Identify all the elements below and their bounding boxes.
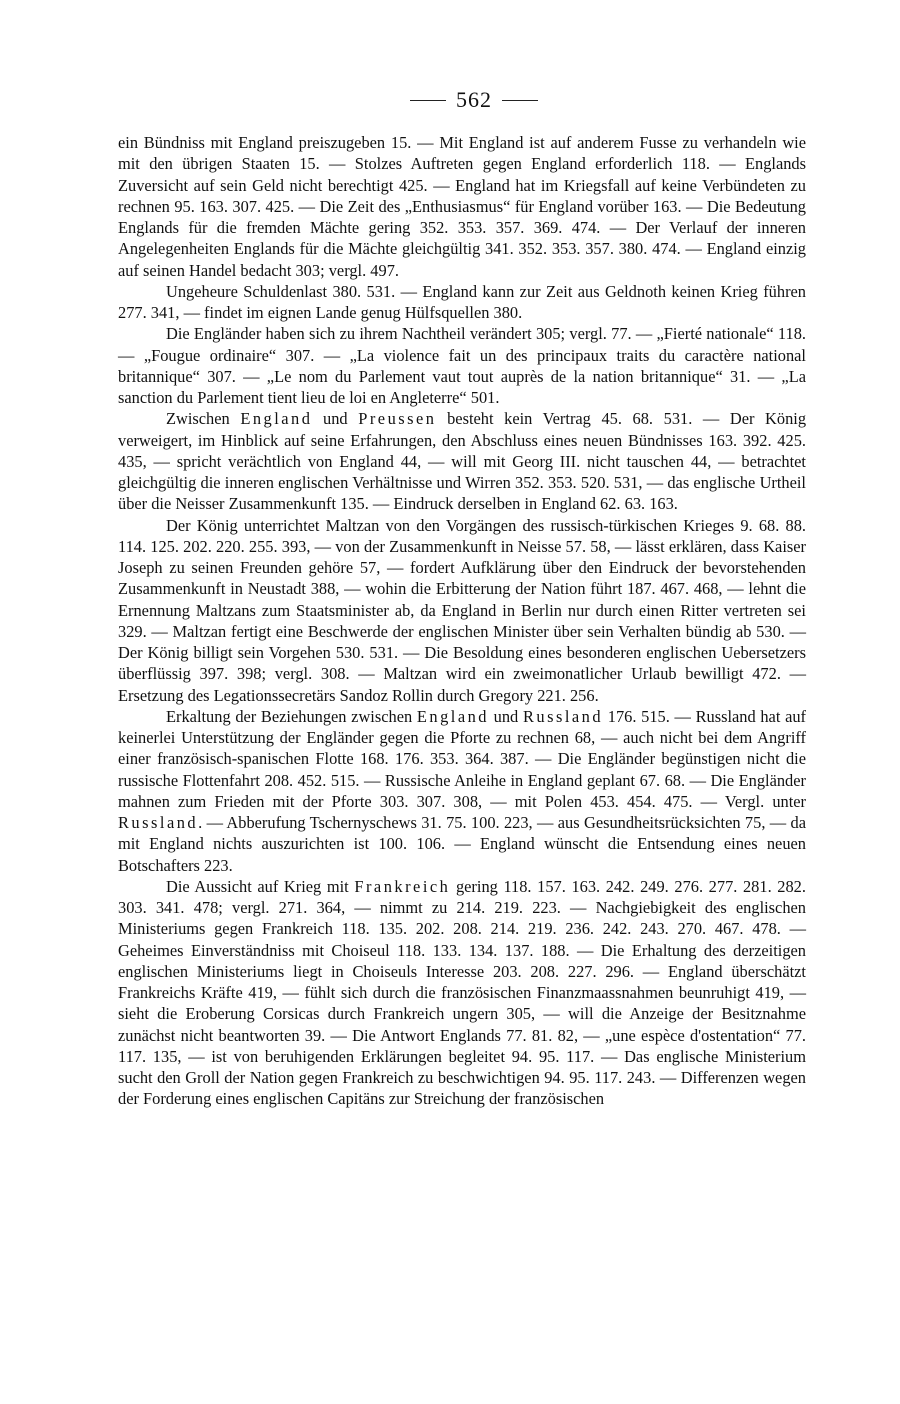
text-run: Die Engländer haben sich zu ihrem Nachtheil verändert 305; vergl. 77. — „Fierté nationale“ 118. — „Fougue ordinaire“ 307. — „La violence fait un des principaux traits du caractère national britannique“ 307. — „Le nom du Parlement vaut tout auprès de la nation britannique“ 31. — „La sanction du Parlement tient lieu de loi en Angleterre“ 501. xyxy=(118,324,806,407)
text-run: Ungeheure Schuldenlast 380. 531. — England kann zur Zeit aus Geldnoth keinen Krieg führen 277. 341, — findet im eignen Lande genug Hülfsquellen 380. xyxy=(118,281,806,322)
index-paragraph xyxy=(118,876,806,1110)
index-paragraph xyxy=(118,132,806,281)
spaced-keyword: England xyxy=(240,409,313,429)
header-rule-right xyxy=(502,100,538,101)
index-paragraph xyxy=(118,515,806,706)
index-text xyxy=(118,132,806,1110)
spaced-keyword: Russland xyxy=(522,706,604,726)
spaced-keyword: England xyxy=(416,706,489,726)
text-run: . — Abberufung Tschernyschews 31. 75. 100. 223, — aus Gesundheitsrücksichten 75, — da mit England nichts auszurichten ist 100. 106. — England wünscht die Entsendung eines neuen Botschafters 223. xyxy=(118,813,806,875)
page-header xyxy=(142,82,806,118)
page xyxy=(118,82,806,1110)
text-run: gering 118. 157. 163. 242. 249. 276. 277. 281. 282. 303. 341. 478; vergl. 271. 364, — nimmt zu 214. 219. 223. — Nachgiebigkeit des englischen Ministeriums gegen Frankreich 118. 135. 202. 208. 214. 219. 236. 242. 243. 270. 467. 478. — Geheimes Einverständniss mit Choiseul 118. 133. 134. 137. 188. — Die Erhaltung des derzeitigen englischen Ministeriums liegt in Choiseuls Interesse 203. 208. 227. 296. — England überschätzt Frankreichs Kräfte 419, — fühlt sich durch die französischen Finanzmaassnahmen beunruhigt 419, — sieht die Eroberung Corsicas durch Frankreich ungern 305, — will die Anzeige der Besitznahme zunächst nicht beantworten 39. — Die Antwort Englands 77. 81. 82, — „une espèce d'ostentation“ 77. 117. 135, — ist von beruhigenden Erklärungen begleitet 94. 95. 117. — Das englische Ministerium sucht den Groll der Nation gegen Frankreich zu beschwichtigen 94. 95. 117. 243. — Differenzen wegen der Forderung eines englischen Capitäns zur Streichung der französischen xyxy=(118,876,806,1109)
spaced-keyword: Frankreich xyxy=(354,876,451,896)
text-run: Erkaltung der Beziehungen zwischen xyxy=(166,706,417,726)
spaced-keyword: Preussen xyxy=(358,409,437,429)
text-run: besteht kein Vertrag 45. 68. 531. — Der König verweigert, im Hinblick auf seine Erfahrungen, den Abschluss eines neuen Bündnisses 163. 392. 425. 435, — spricht verächtlich von England 44, — will mit Georg III. nicht tauschen 44, — betrachtet gleichgültig die inneren englischen Verhältnisse und Wirren 352. 353. 520. 531, — das englische Urtheil über die Neisser Zusammenkunft 135. — Eindruck derselben in England 62. 63. 163. xyxy=(118,409,807,514)
text-run: 176. 515. — Russland hat auf keinerlei Unterstützung der Engländer gegen die Pforte zu rechnen 68, — auch nicht bei dem Angriff einer französisch-spanischen Flotte 168. 176. 353. 364. 387. — Die Engländer begünstigen nicht die russische Flottenfahrt 208. 452. 515. — Russische Anleihe in England geplant 67. 68. — Die Engländer mahnen zum Frieden mit der Pforte 303. 307. 308, — mit Polen 453. 454. 475. — Vergl. unter xyxy=(118,706,806,811)
header-rule-left xyxy=(410,100,446,101)
index-paragraph xyxy=(118,706,806,876)
spaced-keyword: Russland xyxy=(118,813,199,832)
text-run: und xyxy=(488,706,523,726)
text-run: Die Aussicht auf Krieg mit xyxy=(166,876,355,896)
text-run: und xyxy=(312,409,359,429)
page-number: 562 xyxy=(456,87,492,112)
index-paragraph xyxy=(118,281,806,324)
text-run: ein Bündniss mit England preiszugeben 15. — Mit England ist auf anderem Fusse zu verhandeln wie mit den übrigen Staaten 15. — Stolzes Auftreten gegen England erforderlich 118. — Englands Zuversicht auf sein Geld nicht berechtigt 425. — England hat im Kriegsfall auf keine Verbündeten zu rechnen 95. 163. 307. 425. — Die Zeit des „Enthusiasmus“ für England vorüber 163. — Die Bedeutung Englands für die fremden Mächte gering 352. 353. 357. 369. 474. — Der Verlauf der inneren Angelegenheiten Englands für die Mächte gleichgültig 341. 352. 353. 357. 380. 474. — England einzig auf seinen Handel bedacht 303; vergl. 497. xyxy=(118,133,806,280)
text-run: Der König unterrichtet Maltzan von den Vorgängen des russisch-türkischen Krieges 9. 68. 88. 114. 125. 202. 220. 255. 393, — von der Zusammenkunft in Neisse 57. 58, — lässt erklären, dass Kaiser Joseph zu seinen Freunden gehöre 57, — fordert Aufklärung über den Eindruck der bevorstehenden Zusammenkunft in Neustadt 388, — wohin die Erbitterung der Nation führt 187. 467. 468, — lehnt die Ernennung Maltzans zum Staatsminister ab, da England in Berlin nur durch einen Ritter vertreten sei 329. — Maltzan fertigt eine Beschwerde der englischen Minister über sein Verhalten bündig ab 530. — Der König billigt sein Vorgehen 530. 531. — Die Besoldung eines besonderen englischen Uebersetzers überflüssig 397. 398; vergl. 308. — Maltzan wird ein zweimonatlicher Urlaub bewilligt 472. — Ersetzung des Legationssecretärs Sandoz Rollin durch Gregory 221. 256. xyxy=(118,515,806,705)
text-run: Zwischen xyxy=(166,409,241,429)
index-paragraph xyxy=(118,408,806,514)
index-paragraph xyxy=(118,323,806,408)
